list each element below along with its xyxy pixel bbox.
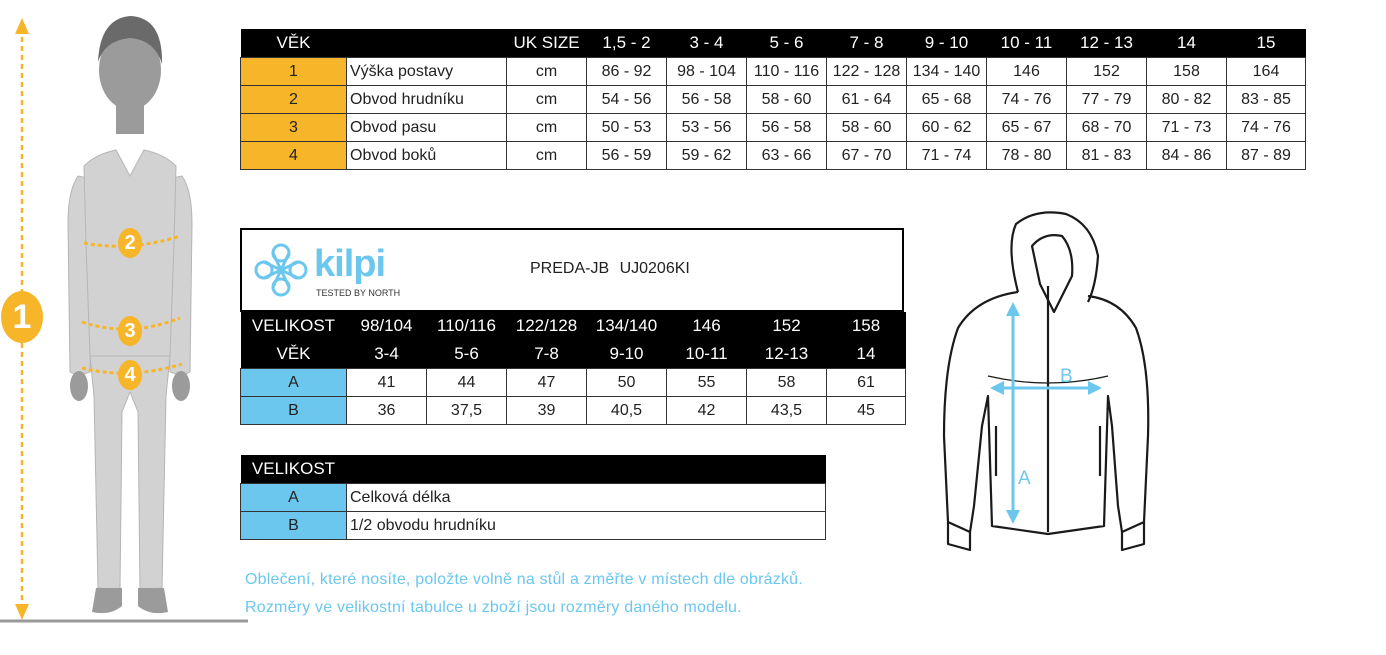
value-cell: 146: [987, 58, 1067, 86]
row-number: 4: [241, 142, 347, 170]
product-code: UJ0206KI: [619, 260, 690, 277]
value-cell: 67 - 70: [827, 142, 907, 170]
value-cell: 110 - 116: [747, 58, 827, 86]
table-row: [241, 142, 1306, 170]
table-row: [241, 397, 906, 425]
header-cell: 98/104: [347, 312, 427, 340]
header-cell: 134/140: [587, 312, 667, 340]
header-cell: 10 - 11: [987, 29, 1067, 58]
label-circle-3: 3: [118, 316, 142, 346]
header-cell: 5-6: [427, 340, 507, 369]
table-row: [241, 58, 1306, 86]
header-cell: [347, 29, 507, 58]
label-circle-1: 1: [1, 291, 43, 343]
unit-cell: cm: [507, 142, 587, 170]
unit-cell: cm: [507, 86, 587, 114]
header-cell: 15: [1227, 29, 1306, 58]
value-cell: 50 - 53: [587, 114, 667, 142]
header-cell: 122/128: [507, 312, 587, 340]
header-cell: 152: [747, 312, 827, 340]
table-row: [241, 369, 906, 397]
value-cell: 122 - 128: [827, 58, 907, 86]
value-cell: 78 - 80: [987, 142, 1067, 170]
value-cell: 41: [347, 369, 427, 397]
header-cell: 14: [827, 340, 906, 369]
jacket-label-b: B: [1060, 366, 1073, 387]
header-cell: 9 - 10: [907, 29, 987, 58]
header-cell: 7-8: [507, 340, 587, 369]
table-row: [241, 484, 826, 512]
value-cell: 84 - 86: [1147, 142, 1227, 170]
row-label: Výška postavy: [347, 58, 507, 86]
header-cell: 12-13: [747, 340, 827, 369]
value-cell: 65 - 67: [987, 114, 1067, 142]
value-cell: 58 - 60: [747, 86, 827, 114]
value-cell: 45: [827, 397, 906, 425]
header-cell: 7 - 8: [827, 29, 907, 58]
header-cell: UK SIZE: [507, 29, 587, 58]
value-cell: 47: [507, 369, 587, 397]
header-cell: VELIKOST: [241, 312, 347, 340]
value-cell: 74 - 76: [987, 86, 1067, 114]
value-cell: 53 - 56: [667, 114, 747, 142]
jacket-label-a: A: [1018, 468, 1031, 489]
value-cell: 77 - 79: [1067, 86, 1147, 114]
row-number: 3: [241, 114, 347, 142]
model-header-row: [241, 312, 906, 340]
measure-instruction-note: Oblečení, které nosíte, položte volně na stůl a změřte v místech dle obrázků.: [245, 571, 803, 588]
value-cell: 134 - 140: [907, 58, 987, 86]
header-cell: 5 - 6: [747, 29, 827, 58]
product-name: PREDA-JB: [530, 260, 610, 277]
table-row: [241, 512, 826, 540]
value-cell: 152: [1067, 58, 1147, 86]
header-cell: 12 - 13: [1067, 29, 1147, 58]
value-cell: 81 - 83: [1067, 142, 1147, 170]
legend-header-row: [241, 455, 826, 484]
measurement-legend-table: [240, 455, 826, 540]
unit-cell: cm: [507, 114, 587, 142]
model-age-row: [241, 340, 906, 369]
value-cell: 54 - 56: [587, 86, 667, 114]
header-cell: 158: [827, 312, 906, 340]
header-cell: 3 - 4: [667, 29, 747, 58]
header-cell: 146: [667, 312, 747, 340]
header-cell: 14: [1147, 29, 1227, 58]
header-cell: 110/116: [427, 312, 507, 340]
legend-description: 1/2 obvodu hrudníku: [347, 512, 826, 540]
value-cell: 86 - 92: [587, 58, 667, 86]
size-chart-table: [240, 29, 1306, 170]
value-cell: 60 - 62: [907, 114, 987, 142]
value-cell: 68 - 70: [1067, 114, 1147, 142]
row-label: Obvod pasu: [347, 114, 507, 142]
header-cell: VĚK: [241, 340, 347, 369]
value-cell: 36: [347, 397, 427, 425]
header-cell: 3-4: [347, 340, 427, 369]
kilpi-knot-logo-icon: [252, 241, 310, 299]
value-cell: 56 - 58: [667, 86, 747, 114]
value-cell: 55: [667, 369, 747, 397]
value-cell: 87 - 89: [1227, 142, 1306, 170]
unit-cell: cm: [507, 58, 587, 86]
jacket-measurement-figure: [936, 206, 1166, 558]
header-cell: 10-11: [667, 340, 747, 369]
value-cell: 158: [1147, 58, 1227, 86]
header-cell: VĚK: [241, 29, 347, 58]
value-cell: 65 - 68: [907, 86, 987, 114]
value-cell: 63 - 66: [747, 142, 827, 170]
product-header-box: [240, 228, 904, 312]
value-cell: 164: [1227, 58, 1306, 86]
value-cell: 40,5: [587, 397, 667, 425]
value-cell: 56 - 58: [747, 114, 827, 142]
value-cell: 50: [587, 369, 667, 397]
value-cell: 61: [827, 369, 906, 397]
value-cell: 83 - 85: [1227, 86, 1306, 114]
row-label: Obvod hrudníku: [347, 86, 507, 114]
value-cell: 59 - 62: [667, 142, 747, 170]
model-dimensions-note: Rozměry ve velikostní tabulce u zboží jsou rozměry daného modelu.: [245, 599, 742, 616]
value-cell: 37,5: [427, 397, 507, 425]
row-key: B: [241, 397, 347, 425]
table-row: [241, 114, 1306, 142]
value-cell: 58: [747, 369, 827, 397]
brand-name: kilpi: [314, 243, 386, 285]
label-circle-4: 4: [118, 360, 142, 390]
value-cell: 61 - 64: [827, 86, 907, 114]
row-label: Obvod boků: [347, 142, 507, 170]
label-circle-2: 2: [118, 228, 142, 258]
size-chart-header: [241, 29, 1306, 58]
row-number: 2: [241, 86, 347, 114]
table-row: [241, 86, 1306, 114]
value-cell: 80 - 82: [1147, 86, 1227, 114]
model-size-table: [240, 312, 906, 425]
value-cell: 74 - 76: [1227, 114, 1306, 142]
value-cell: 98 - 104: [667, 58, 747, 86]
brand-tagline: TESTED BY NORTH: [316, 288, 401, 298]
header-cell: VELIKOST: [241, 455, 347, 484]
row-key: A: [241, 484, 347, 512]
value-cell: 44: [427, 369, 507, 397]
row-key: A: [241, 369, 347, 397]
value-cell: 43,5: [747, 397, 827, 425]
product-title: [530, 260, 690, 278]
value-cell: 71 - 73: [1147, 114, 1227, 142]
legend-description: Celková délka: [347, 484, 826, 512]
value-cell: 71 - 74: [907, 142, 987, 170]
row-key: B: [241, 512, 347, 540]
value-cell: 56 - 59: [587, 142, 667, 170]
row-number: 1: [241, 58, 347, 86]
header-cell: [347, 455, 826, 484]
value-cell: 42: [667, 397, 747, 425]
header-cell: 1,5 - 2: [587, 29, 667, 58]
value-cell: 39: [507, 397, 587, 425]
header-cell: 9-10: [587, 340, 667, 369]
value-cell: 58 - 60: [827, 114, 907, 142]
